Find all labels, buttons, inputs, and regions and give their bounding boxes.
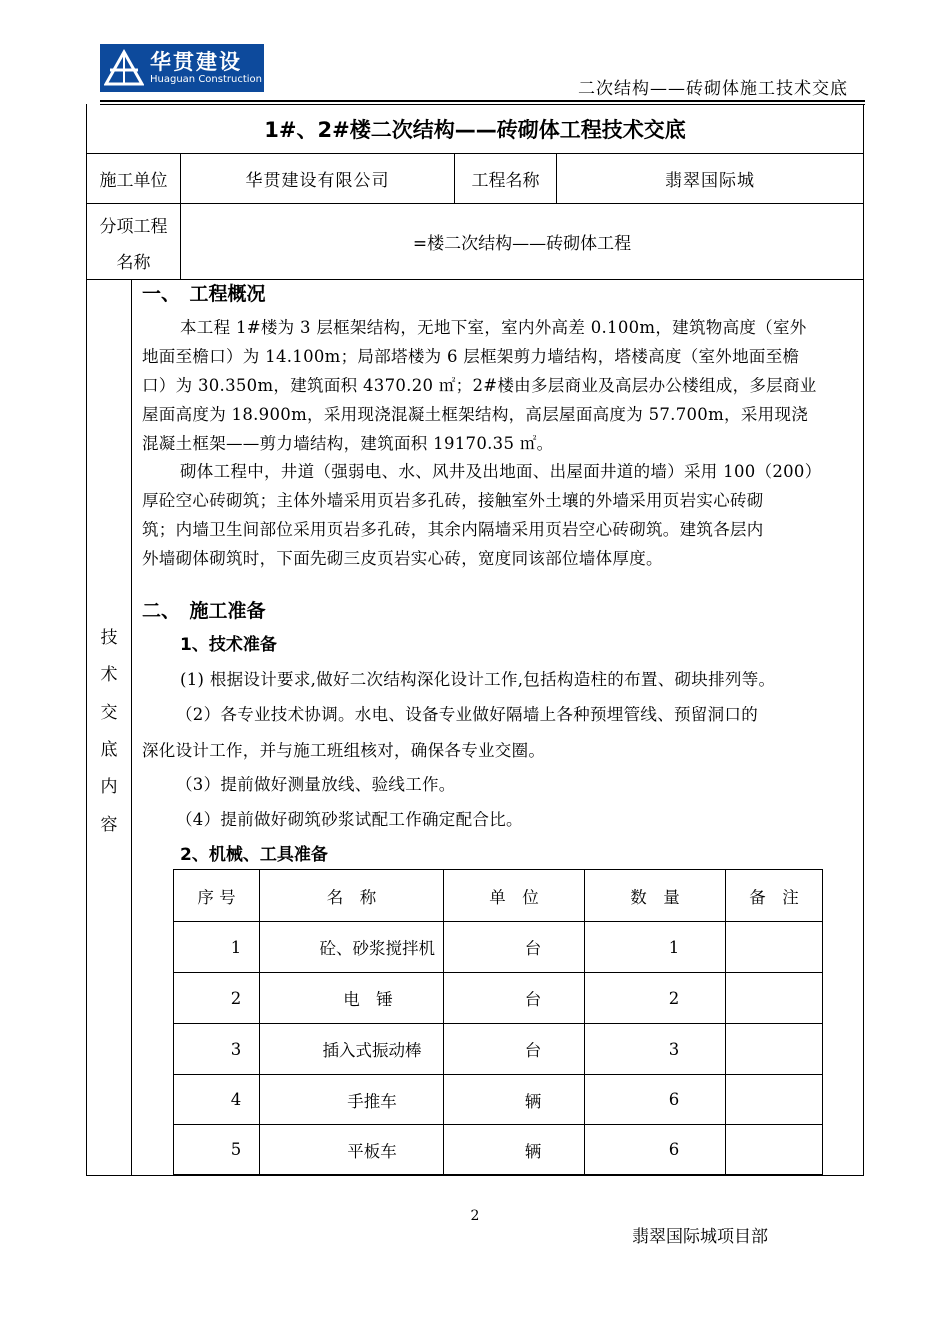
paragraph-line: 深化设计工作，并与施工班组核对，确保各专业交圈。	[142, 741, 546, 760]
section-heading-preparation: 二、 施工准备	[142, 600, 266, 622]
eq-cell-unit: 辆	[524, 1141, 542, 1161]
table-rule-vertical	[131, 279, 132, 1176]
paragraph-line: 厚砼空心砖砌筑；主体外墙采用页岩多孔砖，接触室外土壤的外墙采用页岩实心砖砌	[142, 491, 764, 510]
tower-logo-icon	[104, 48, 144, 88]
paragraph-line: 地面至檐口）为 14.100m；局部塔楼为 6 层框架剪力墙结构，塔楼高度（室外地面至檐	[142, 347, 800, 366]
eq-cell-index: 2	[230, 988, 242, 1008]
side-label-char: 底	[100, 740, 118, 760]
document-title: 1#、2#楼二次结构——砖砌体工程技术交底	[264, 118, 686, 142]
paragraph-line: 屋面高度为 18.900m，采用现浇混凝土框架结构，高层屋面高度为 57.700m，采用现浇	[142, 405, 809, 424]
construction-unit-value: 华贯建设有限公司	[245, 171, 390, 191]
logo-english-name: Huaguan Construction	[150, 74, 262, 85]
eq-cell-name: 插入式振动棒	[322, 1041, 422, 1060]
eq-cell-remark	[726, 1075, 822, 1124]
sub-project-label-line1: 分项工程	[99, 216, 168, 237]
side-label-char: 容	[100, 815, 118, 835]
eq-cell-name: 平板车	[347, 1141, 397, 1161]
paragraph-line: 本工程 1#楼为 3 层框架结构，无地下室，室内外高差 0.100m，建筑物高度（室外	[180, 318, 807, 337]
sub-project-value: =楼二次结构——砖砌体工程	[412, 234, 632, 254]
eq-header-name: 名 称	[326, 887, 377, 907]
paragraph-line: （2）各专业技术协调。水电、设备专业做好隔墙上各种预埋管线、预留洞口的	[176, 705, 758, 724]
sub-project-label-line2: 名称	[116, 252, 151, 273]
eq-cell-name: 电 锤	[343, 990, 393, 1009]
header-title: 二次结构——砖砌体施工技术交底	[578, 79, 848, 99]
eq-cell-unit: 辆	[524, 1091, 542, 1111]
eq-cell-quantity: 1	[668, 937, 680, 957]
footer-department: 翡翠国际城项目部	[632, 1227, 768, 1247]
header-rule	[100, 100, 865, 102]
eq-cell-quantity: 6	[668, 1090, 680, 1109]
eq-header-quantity: 数 量	[630, 887, 680, 907]
paragraph-line: 混凝土框架——剪力墙结构，建筑面积 19170.35 ㎡。	[142, 434, 554, 453]
paragraph-line: (1) 根据设计要求,做好二次结构深化设计工作,包括构造柱的布置、砌块排列等。	[180, 670, 776, 689]
eq-cell-unit: 台	[524, 939, 542, 958]
eq-header-unit: 单 位	[489, 887, 539, 907]
eq-cell-quantity: 3	[668, 1039, 680, 1059]
side-label-char: 内	[100, 777, 118, 797]
page-number: 2	[470, 1208, 480, 1224]
eq-cell-unit: 台	[524, 1041, 542, 1060]
logo-chinese-name: 华贯建设	[150, 50, 242, 74]
eq-rule-vertical	[822, 869, 823, 1175]
eq-cell-name: 手推车	[347, 1091, 397, 1111]
paragraph-line: 外墙砌体砌筑时，下面先砌三皮页岩实心砖，宽度同该部位墙体厚度。	[142, 549, 663, 568]
paragraph-line: 砌体工程中，井道（强弱电、水、风井及出地面、出屋面井道的墙）采用 100（200）	[180, 462, 822, 481]
paragraph-line: 口）为 30.350m，建筑面积 4370.20 ㎡；2#楼由多层商业及高层办公楼组成，多层商业	[142, 376, 817, 395]
eq-cell-unit: 台	[524, 990, 542, 1009]
construction-unit-label: 施工单位	[99, 171, 168, 191]
eq-cell-quantity: 6	[668, 1140, 680, 1159]
subheading-technical: 1、技术准备	[180, 635, 277, 655]
eq-cell-index: 3	[230, 1039, 242, 1059]
project-name-value: 翡翠国际城	[665, 171, 755, 191]
project-name-label: 工程名称	[471, 171, 540, 191]
side-label-char: 技	[100, 628, 118, 648]
subheading-equipment: 2、机械、工具准备	[180, 845, 328, 865]
table-border-right	[863, 104, 864, 1176]
eq-cell-name: 砼、砂浆搅拌机	[319, 939, 435, 958]
company-logo	[100, 44, 264, 92]
eq-cell-remark	[726, 1024, 822, 1074]
eq-cell-index: 5	[230, 1140, 242, 1159]
paragraph-line: （4）提前做好砌筑砂浆试配工作确定配合比。	[176, 810, 523, 829]
eq-cell-quantity: 2	[668, 988, 680, 1008]
table-border-bottom	[86, 1175, 864, 1176]
paragraph-line: 筑；内墙卫生间部位采用页岩多孔砖，其余内隔墙采用页岩空心砖砌筑。建筑各层内	[142, 520, 764, 539]
eq-header-remark: 备 注	[749, 887, 799, 907]
eq-cell-index: 4	[230, 1090, 242, 1109]
eq-cell-index: 1	[230, 937, 242, 957]
eq-cell-remark	[726, 922, 822, 972]
section-heading-overview: 一、 工程概况	[142, 283, 266, 305]
eq-cell-remark	[726, 973, 822, 1023]
side-label-char: 交	[100, 703, 118, 723]
eq-cell-remark	[726, 1125, 822, 1174]
eq-header-index: 序 号	[197, 887, 236, 907]
side-label-char: 术	[100, 665, 118, 685]
paragraph-line: （3）提前做好测量放线、验线工作。	[176, 775, 456, 794]
